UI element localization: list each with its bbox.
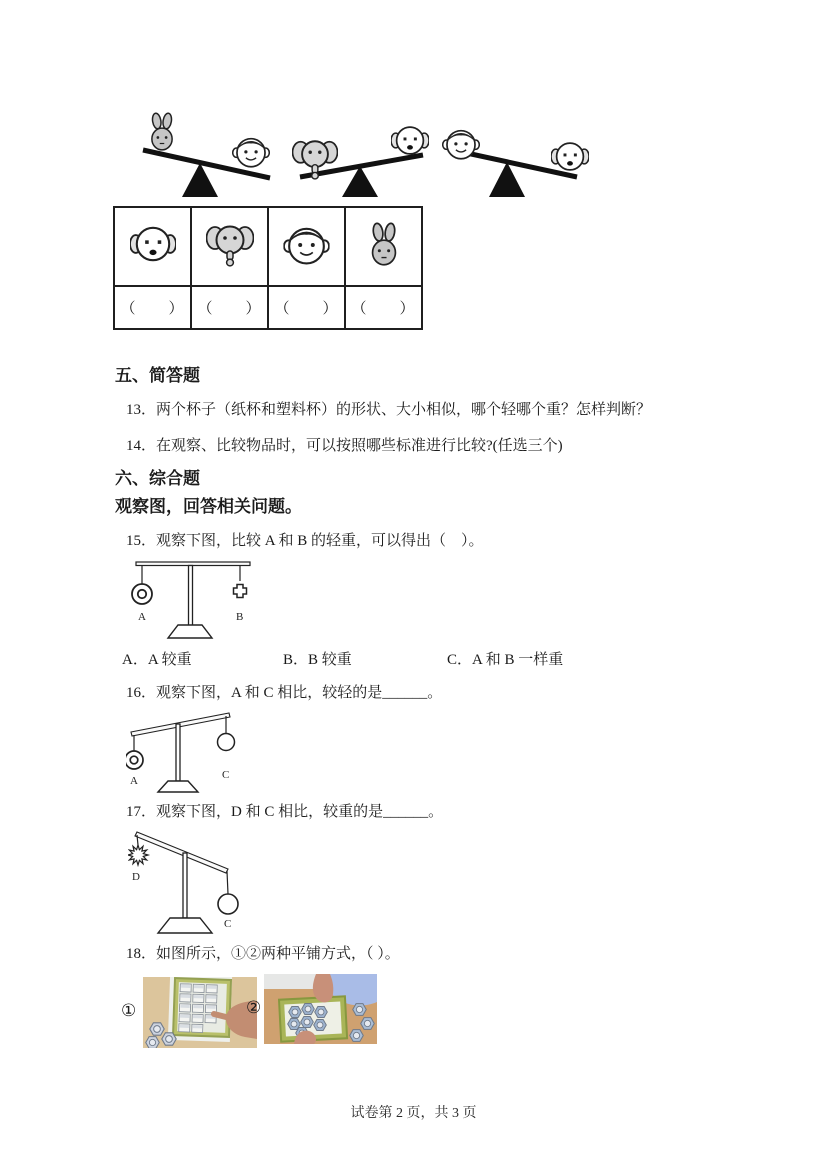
ball-object-c [218, 894, 238, 914]
photo-tiling-method-2 [264, 974, 377, 1044]
star-object-d [128, 845, 148, 865]
question-15: 15．观察下图，比较 A 和 B 的轻重，可以得出（ ）。 [126, 533, 484, 549]
metal-nut-icon [353, 1004, 367, 1016]
stand-base [168, 625, 212, 638]
answer-blank: （ ） [114, 286, 191, 329]
rabbit-icon [151, 113, 172, 150]
table-row-animals [114, 207, 422, 286]
metal-nut-icon [361, 1018, 375, 1030]
elephant-icon [206, 221, 254, 267]
page-footer: 试卷第 2 页，共 3 页 [350, 1106, 477, 1121]
option-a: A．A 较重 [122, 652, 192, 668]
animal-ranking-table [113, 206, 423, 330]
question-17: 17．观察下图，D 和 C 相比，较重的是______。 [126, 804, 444, 820]
beam [135, 832, 228, 873]
monkey-icon [233, 139, 270, 167]
label-a: A [130, 775, 138, 787]
stand-post [189, 566, 193, 626]
ball-object-c [218, 734, 235, 751]
stand-base [158, 781, 198, 792]
section6-heading: 六、综合题 [115, 469, 200, 488]
dog-icon [391, 127, 429, 154]
fulcrum-triangle [182, 163, 218, 197]
label-a: A [138, 611, 146, 623]
label-b: B [236, 611, 244, 623]
question-14: 14．在观察、比较物品时，可以按照哪些标准进行比较?(任选三个) [126, 438, 563, 454]
label-c: C [224, 918, 232, 930]
seesaw-2 [293, 127, 429, 197]
stand-post [183, 853, 187, 918]
option-c: C．A 和 B 一样重 [447, 652, 564, 668]
seesaw-3 [443, 131, 589, 197]
answer-blank: （ ） [345, 286, 422, 329]
stand-base [158, 918, 212, 933]
dog-icon [130, 224, 176, 264]
dog-icon [551, 143, 589, 170]
label-c: C [222, 769, 230, 781]
question-18: 18．如图所示，①②两种平铺方式，（ ）。 [126, 946, 400, 962]
balance-scale-q15 [128, 556, 260, 650]
table-cell-elephant [191, 207, 268, 286]
metal-nut-icon [289, 1007, 302, 1018]
metal-nut-icon [150, 1023, 164, 1035]
stand-post [176, 724, 180, 781]
seesaw-comparison-figure [128, 105, 590, 201]
question-16: 16．观察下图，A 和 C 相比，较轻的是______。 [126, 685, 443, 701]
label-d: D [132, 871, 140, 883]
seesaw-1 [143, 113, 270, 197]
photo-tiling-method-1 [143, 977, 257, 1048]
cross-object-b [234, 585, 247, 598]
metal-nut-icon [146, 1037, 160, 1048]
rabbit-icon [367, 222, 401, 266]
answer-blank: （ ） [268, 286, 345, 329]
table-cell-monkey [268, 207, 345, 286]
metal-nut-icon [302, 1004, 315, 1015]
table-cell-dog [114, 207, 191, 286]
metal-nut-icon [350, 1030, 364, 1042]
fulcrum-triangle [489, 162, 525, 197]
metal-nut-icon [314, 1020, 327, 1031]
photo2-number-label: ② [246, 998, 262, 1018]
table-row-blanks [114, 286, 422, 329]
option-b: B．B 较重 [283, 652, 352, 668]
balance-scale-q16 [126, 708, 248, 800]
metal-nut-icon [301, 1017, 314, 1028]
monkey-icon [283, 223, 330, 265]
table-cell-rabbit [345, 207, 422, 286]
balance-scale-q17 [128, 828, 246, 938]
photo1-number-label: ① [121, 1001, 137, 1021]
metal-nut-icon [315, 1007, 328, 1018]
section5-heading: 五、简答题 [115, 366, 200, 385]
question-13: 13．两个杯子（纸杯和塑料杯）的形状、大小相似，哪个轻哪个重？怎样判断？ [126, 402, 652, 418]
answer-blank: （ ） [191, 286, 268, 329]
metal-nut-icon [162, 1033, 176, 1045]
section6-intro: 观察图，回答相关问题。 [115, 497, 302, 516]
